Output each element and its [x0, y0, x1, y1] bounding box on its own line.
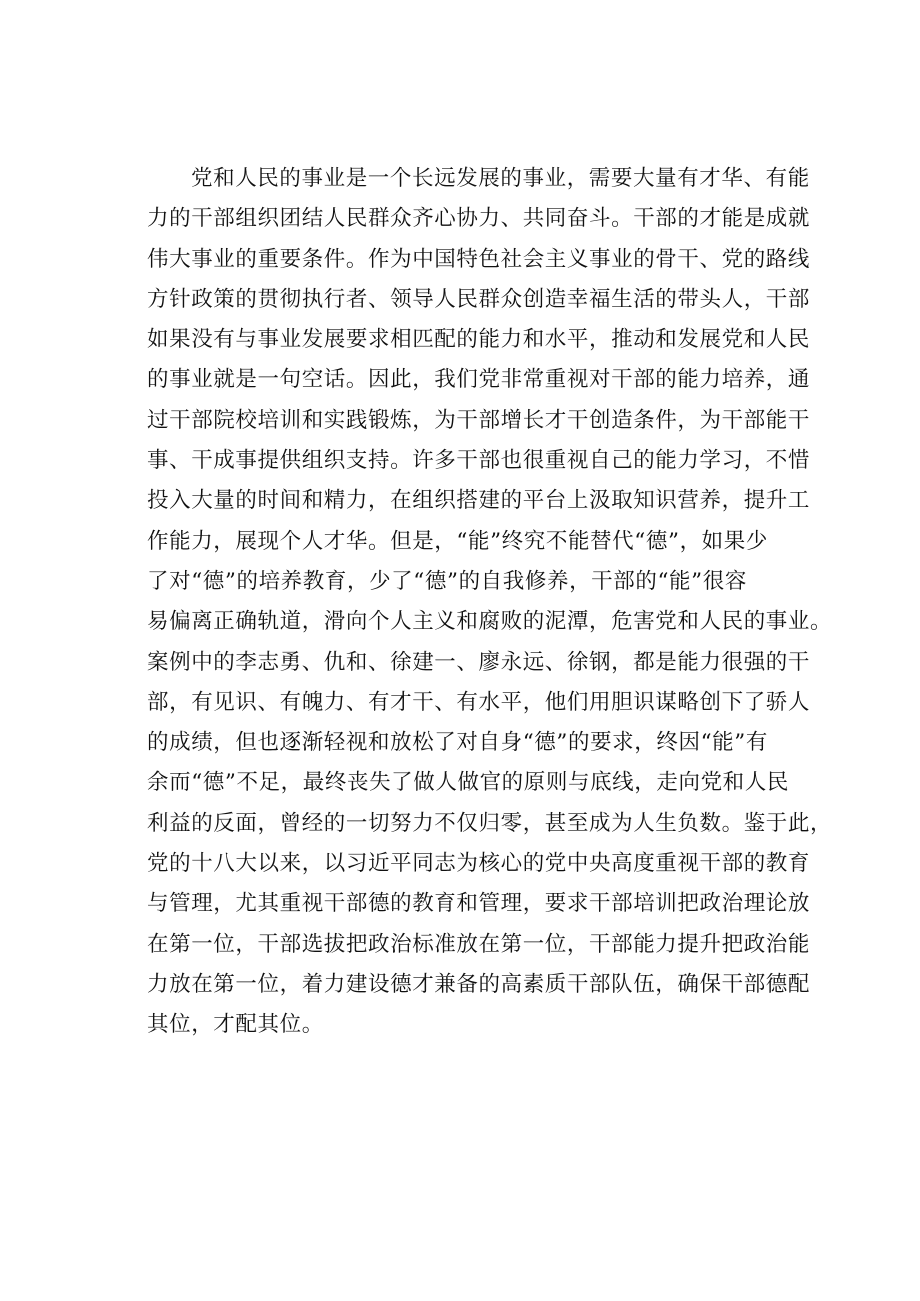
paragraph-line: 部，有见识、有魄力、有才干、有水平，他们用胆识谋略创下了骄人 — [147, 689, 811, 715]
paragraph-line: 如果没有与事业发展要求相匹配的能力和水平，推动和发展党和人民 — [147, 327, 811, 353]
paragraph-line: 余而“德”不足，最终丧失了做人做官的原则与底线，走向党和人民 — [147, 770, 789, 796]
paragraph-line: 伟大事业的重要条件。作为中国特色社会主义事业的骨干、党的路线 — [147, 246, 811, 272]
paragraph-line: 与管理，尤其重视干部德的教育和管理，要求干部培训把政治理论放 — [147, 891, 811, 917]
paragraph-line: 过干部院校培训和实践锻炼，为干部增长才干创造条件，为干部能干 — [147, 407, 811, 433]
paragraph-line: 的成绩，但也逐渐轻视和放松了对自身“德”的要求，终因“能”有 — [147, 730, 768, 756]
paragraph-line: 作能力，展现个人才华。但是，“能”终究不能替代“德”，如果少 — [147, 528, 768, 554]
paragraph-line: 投入大量的时间和精力，在组织搭建的平台上汲取知识营养，提升工 — [147, 488, 811, 514]
paragraph-line: 的事业就是一句空话。因此，我们党非常重视对干部的能力培养，通 — [147, 367, 811, 393]
paragraph-line: 了对“德”的培养教育，少了“德”的自我修养，干部的“能”很容 — [147, 568, 747, 594]
paragraph-line: 事、干成事提供组织支持。许多干部也很重视自己的能力学习，不惜 — [147, 448, 811, 474]
paragraph-line: 易偏离正确轨道，滑向个人主义和腐败的泥潭，危害党和人民的事业。 — [147, 609, 833, 635]
paragraph-line: 利益的反面，曾经的一切努力不仅归零，甚至成为人生负数。鉴于此， — [147, 810, 833, 836]
body-paragraph — [147, 159, 833, 1046]
paragraph-line: 案例中的李志勇、仇和、徐建一、廖永远、徐钢，都是能力很强的干 — [147, 649, 811, 675]
paragraph-line: 力的干部组织团结人民群众齐心协力、共同奋斗。干部的才能是成就 — [147, 206, 811, 232]
paragraph-line: 力放在第一位，着力建设德才兼备的高素质干部队伍，确保干部德配 — [147, 971, 811, 997]
paragraph-line: 党和人民的事业是一个长远发展的事业，需要大量有才华、有能 — [191, 166, 810, 191]
paragraph-line: 方针政策的贯彻执行者、领导人民群众创造幸福生活的带头人，干部 — [147, 286, 811, 312]
paragraph-line: 其位，才配其位。 — [147, 1012, 324, 1038]
paragraph-line: 党的十八大以来，以习近平同志为核心的党中央高度重视干部的教育 — [147, 851, 811, 877]
paragraph-line: 在第一位，干部选拔把政治标准放在第一位，干部能力提升把政治能 — [147, 931, 811, 957]
